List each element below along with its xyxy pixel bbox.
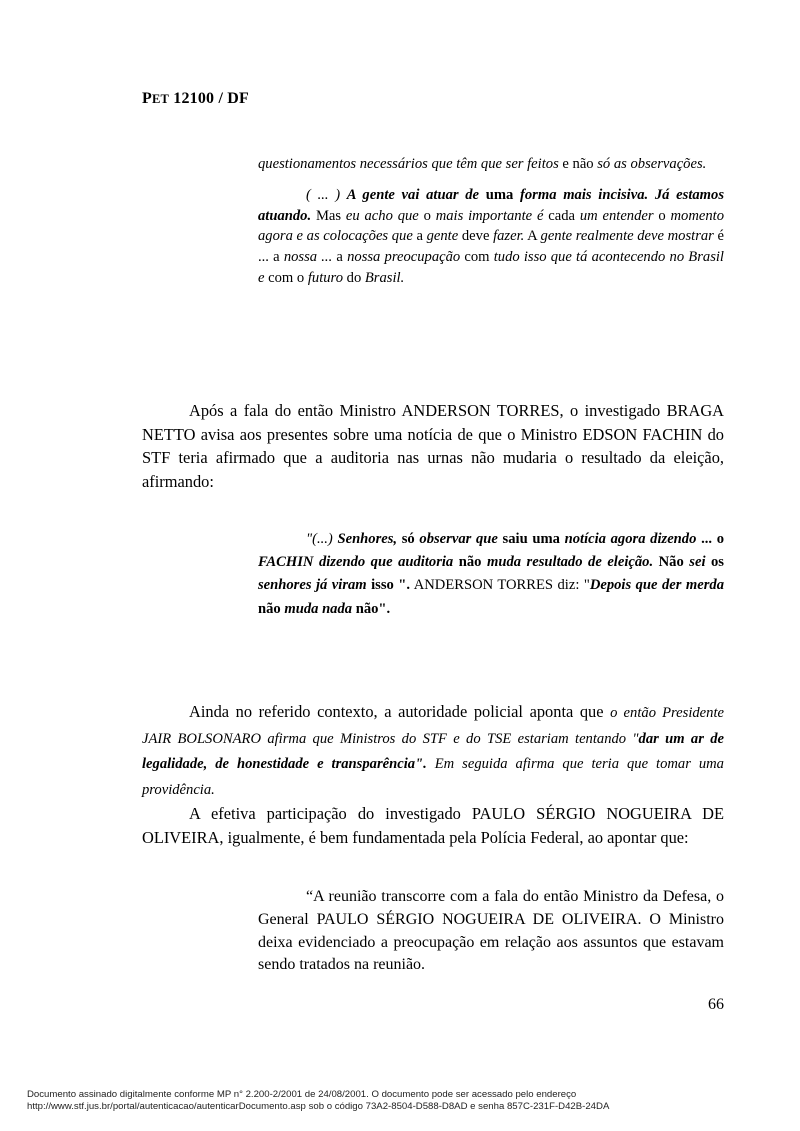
quote1-text: o	[418, 207, 436, 224]
quote2-text: FACHIN dizendo que auditoria	[258, 554, 454, 571]
quote1-text: mais importante é	[435, 207, 544, 224]
quote2-paragraph	[258, 528, 724, 621]
quote1-text: deve	[458, 228, 494, 245]
quote1-paragraph-1	[258, 154, 724, 175]
body-paragraph-1	[142, 399, 724, 493]
quote2-text: não	[453, 554, 487, 571]
body-paragraph-2	[142, 700, 724, 850]
quote1-text: forma mais incisiva. Já estamos atuando.	[258, 186, 724, 224]
quote2-text: ANDERSON TORRES diz: "	[410, 577, 590, 594]
quote1-text: do	[343, 269, 365, 286]
quote2-text: os	[705, 554, 724, 571]
quote2-text: Depois que der merda	[589, 577, 724, 594]
quote1-text: uma	[479, 186, 521, 203]
quote2-text: Senhores,	[337, 531, 398, 547]
quote1-text: A	[524, 228, 541, 245]
quote1-text: com o	[264, 269, 308, 286]
quote1-text: com	[460, 249, 494, 266]
quote2-text: só	[397, 531, 420, 547]
quote1-text: o	[653, 207, 671, 224]
para2-text: dar um ar de legalidade, de honestidade e transparência".	[142, 730, 724, 773]
quote2-text: saiu uma	[497, 531, 565, 547]
header-pet-initial: P	[142, 90, 152, 107]
quote1-text: fazer.	[493, 228, 525, 245]
quote1-text: A gente vai atuar de	[346, 186, 480, 203]
quote1-text: futuro	[307, 269, 343, 286]
quote1-text: a	[332, 249, 348, 266]
quote1-text: Brasil.	[364, 269, 405, 286]
quote-block-3	[258, 886, 724, 977]
paragraph-text	[142, 700, 724, 802]
quote1-text: só as observações.	[597, 156, 707, 172]
quote1-text: ( ... )	[306, 186, 347, 203]
quote2-text: "(...)	[306, 531, 338, 547]
page-number: 66	[708, 996, 724, 1013]
quote2-text: observar que	[419, 531, 498, 547]
quote2-text: não".	[352, 600, 391, 617]
header-case-number: 12100 / DF	[169, 90, 250, 107]
quote2-text: não	[258, 600, 285, 617]
quote2-text: muda nada	[284, 600, 353, 617]
quote-block-1	[258, 154, 724, 289]
quote2-text: ... o	[696, 531, 724, 547]
quote1-text: tudo isso que tá acontecendo no Brasil e	[258, 249, 724, 286]
digital-signature-footer	[27, 1089, 787, 1114]
page-header	[142, 90, 249, 108]
quote1-text: eu acho que	[345, 207, 419, 224]
footer-line-2[interactable]: http://www.stf.jus.br/portal/autenticacao/autenticarDocumento.asp sob o código 73A2-8504-D588-D8AD e senha 857C-231F-D42B-24DA	[27, 1101, 610, 1113]
quote2-text: sei	[689, 554, 706, 571]
quote1-text: é ... a	[258, 228, 724, 266]
quote2-text: senhores já viram	[258, 577, 367, 594]
para2-text: o então Presidente JAIR BOLSONARO afirma que Ministros do STF e do TSE estariam tentando "	[142, 705, 724, 747]
quote3-paragraph: “A reunião transcorre com a fala do então Ministro da Defesa, o General PAULO SÉRGIO NOGUEIRA DE OLIVEIRA. O Ministro deixa evidenciado a preocupação em relação aos assuntos que estavam sendo tratados na reunião.	[258, 888, 724, 974]
quote1-text: questionamentos necessários que têm que ser feitos	[258, 156, 559, 172]
quote1-text: momento agora e as colocações que	[258, 207, 724, 245]
quote2-text: isso ".	[366, 577, 411, 594]
quote2-text: muda resultado de eleição.	[486, 554, 654, 571]
quote2-text: Não	[653, 554, 690, 571]
quote2-text: notícia agora dizendo	[564, 531, 697, 547]
quote1-text: Mas	[311, 207, 346, 224]
quote1-text: nossa preocupação	[347, 249, 461, 266]
quote1-text: nossa ...	[283, 249, 333, 266]
quote1-paragraph-2	[258, 185, 724, 289]
paragraph-text: Após a fala do então Ministro ANDERSON TORRES, o investigado BRAGA NETTO avisa aos presentes sobre uma notícia de que o Ministro EDSON FACHIN do STF teria afirmado que a auditoria nas urnas não mudaria o resultado da eleição, afirmando:	[142, 401, 724, 491]
para2-text: Ainda no referido contexto, a autoridade policial aponta que	[189, 702, 611, 721]
header-pet-rest: ET	[151, 92, 170, 106]
paragraph-text: A efetiva participação do investigado PAULO SÉRGIO NOGUEIRA DE OLIVEIRA, igualmente, é bem fundamentada pela Polícia Federal, ao apontar que:	[142, 804, 724, 847]
quote1-text: cada	[543, 207, 580, 224]
quote1-text: um entender	[579, 207, 654, 224]
footer-line-1: Documento assinado digitalmente conforme MP n° 2.200-2/2001 de 24/08/2001. O documento pode ser acessado pelo endereço	[27, 1089, 577, 1100]
quote1-text: gente	[426, 228, 459, 245]
para2-text: Em seguida afirma que teria que tomar uma providência.	[142, 756, 724, 798]
quote1-text: e não	[558, 156, 598, 172]
quote-block-2	[258, 528, 724, 621]
quote1-text: gente realmente deve mostrar	[540, 228, 714, 245]
quote1-text: a	[412, 228, 427, 245]
